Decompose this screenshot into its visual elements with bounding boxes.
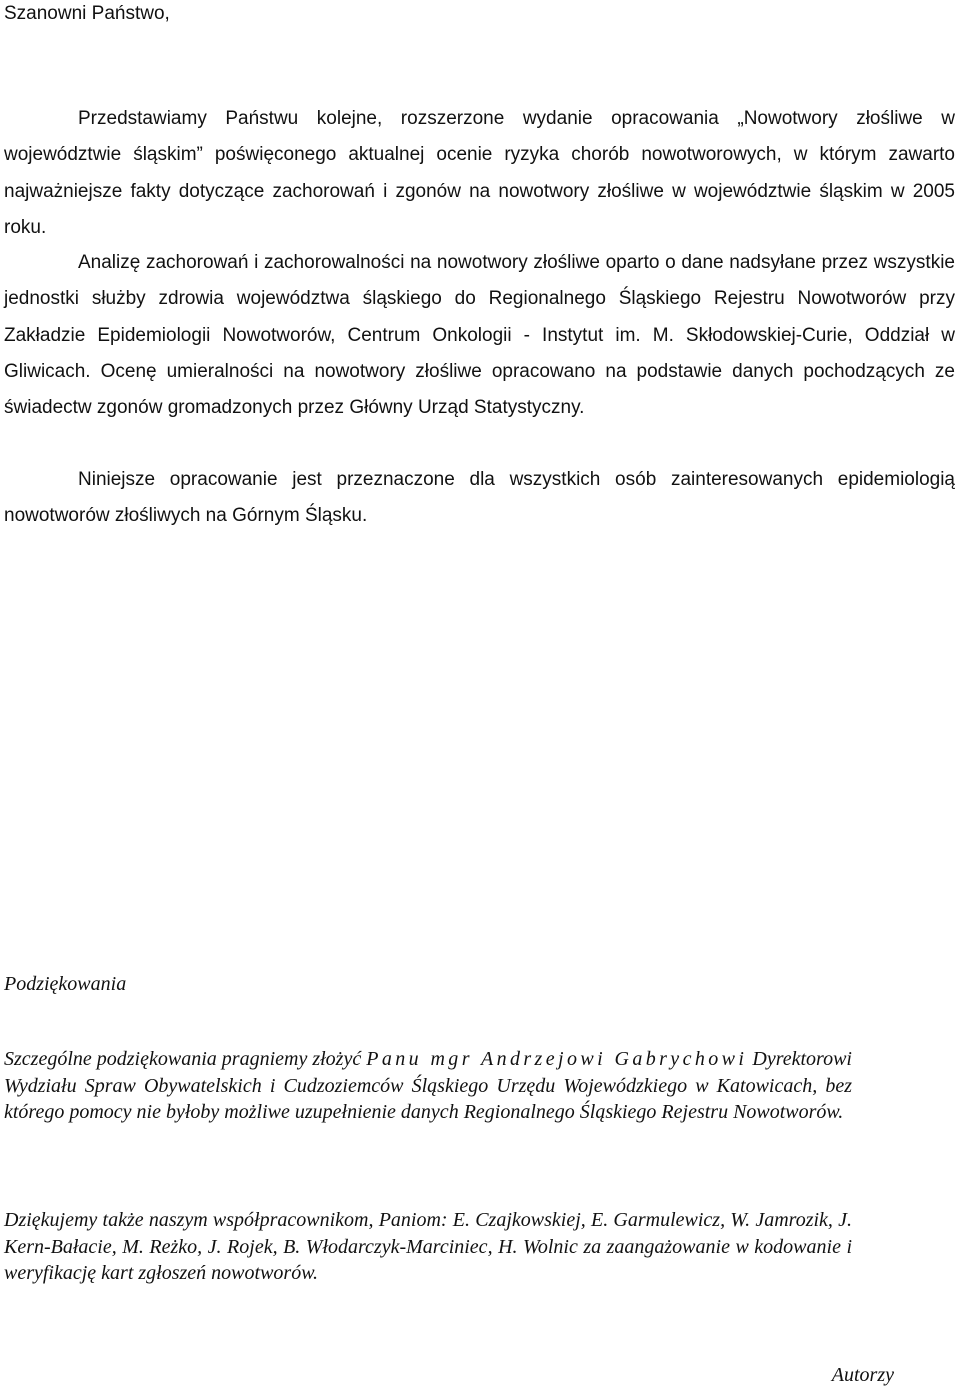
data-sources-paragraph: Analizę zachorowań i zachorowalności na nowotwory złośliwe oparto o dane nadsyłane przez wszystkie jednostki służby zdrowia województwa śląskiego do Regionalnego Śląskiego Rejestru Nowotworów przy Zakładzie Epidemiologii Nowotworów, Centrum Onkologii - Instytut im. M. Skłodowskiej-Curie, Oddział w Gliwicach. Ocenę umieralności na nowotwory złośliwe opracowano na podstawie danych pochodzących ze świadectw zgonów gromadzonych przez Główny Urząd Statystyczny.: [4, 252, 955, 419]
acknowledged-person-name: Panu mgr Andrzejowi Gabrychowi: [366, 1048, 748, 1070]
acknowledgement-paragraph-1: [4, 1046, 852, 1126]
salutation: Szanowni Państwo,: [4, 3, 170, 24]
acknowledgement-text-start: Szczególne podziękowania pragniemy złożyć: [4, 1048, 367, 1070]
acknowledgement-paragraph-2: Dziękujemy także naszym współpracownikom, Paniom: E. Czajkowskiej, E. Garmulewicz, W. Jamrozik, J. Kern-Bałacie, M. Reżko, J. Rojek, B. Włodarczyk-Marciniec, H. Wolnic za zaangażowanie w kodowanie i weryfikację kart zgłoszeń nowotworów.: [4, 1209, 852, 1285]
acknowledgement-text-end: Dyrektorowi Wydziału Spraw Obywatelskich i Cudzoziemców Śląskiego Urzędu Wojewódzkiego w Katowicach, bez którego pomocy nie byłoby możliwe uzupełnienie danych Regionalnego Śląskiego Rejestru Nowotworów.: [4, 1048, 852, 1124]
audience-paragraph: Niniejsze opracowanie jest przeznaczone dla wszystkich osób zainteresowanych epidemiologią nowotworów złośliwych na Górnym Śląsku.: [4, 469, 955, 527]
acknowledgements-heading: Podziękowania: [4, 973, 127, 995]
signature: Autorzy: [831, 1364, 894, 1386]
intro-paragraph: Przedstawiamy Państwu kolejne, rozszerzone wydanie opracowania „Nowotwory złośliwe w województwie śląskim” poświęconego aktualnej ocenie ryzyka chorób nowotworowych, w którym zawarto najważniejsze fakty dotyczące zachorowań i zgonów na nowotwory złośliwe w województwie śląskim w 2005 roku.: [4, 108, 955, 238]
